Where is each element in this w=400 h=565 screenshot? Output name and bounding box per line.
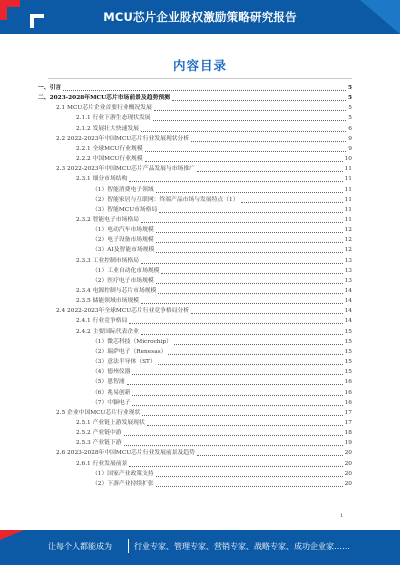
toc-entry-label: 2.3.2 智能电子市场格局 [76, 216, 139, 223]
toc-entry[interactable] [92, 267, 352, 276]
toc-entry[interactable] [92, 378, 352, 387]
footer-slogan-left: 让每个人都能成为 [48, 542, 112, 551]
toc-leader-dots [159, 212, 342, 213]
toc-entry[interactable] [92, 338, 352, 347]
toc-leader-dots [141, 334, 343, 335]
toc-entry-page: 13 [344, 257, 352, 264]
toc-entry[interactable] [92, 399, 352, 408]
toc-entry-label: （5）恩智浦 [92, 379, 125, 386]
toc-entry-label: 2.5.1 产业链上游发展现状 [76, 419, 145, 426]
toc-entry-page: 11 [344, 196, 352, 203]
toc-entry[interactable] [76, 328, 352, 337]
toc-entry[interactable] [76, 155, 352, 164]
footer-red-accent [0, 530, 24, 540]
toc-leader-dots [156, 242, 343, 243]
toc-entry[interactable] [92, 470, 352, 479]
toc-leader-dots [129, 323, 342, 324]
title-divider [48, 78, 352, 79]
toc-entry-label: 2.5 企业中国MCU芯片行业现状 [56, 409, 141, 416]
toc-entry[interactable] [92, 358, 352, 367]
toc-entry[interactable] [76, 439, 352, 448]
toc-leader-dots [172, 100, 346, 101]
toc-leader-dots [154, 110, 346, 111]
toc-entry-page: 11 [344, 216, 352, 223]
toc-entry-label: 2.3 2022-2023年中国MCU芯片产品发展与市场推广 [56, 166, 195, 173]
toc-leader-dots [129, 181, 342, 182]
toc-leader-dots [145, 151, 347, 152]
toc-leader-dots [161, 273, 342, 274]
toc-leader-dots [124, 435, 343, 436]
toc-entry-page: 5 [348, 105, 352, 112]
toc-entry-page: 14 [344, 288, 352, 294]
toc-leader-dots [129, 466, 342, 467]
toc-leader-dots [156, 283, 343, 284]
toc-entry-label: 2.1.2 发展壮大快速发展 [76, 125, 139, 132]
toc-entry-label: 一、引言 [38, 85, 62, 91]
toc-entry[interactable] [76, 429, 352, 438]
toc-entry-label: （6）兆易创新 [92, 389, 131, 396]
toc-leader-dots [156, 192, 343, 193]
toc-entry-page: 5 [348, 115, 352, 122]
toc-leader-dots [124, 445, 343, 446]
toc-entry-label: （2）电子设备市场规模 [92, 237, 154, 244]
toc-entry[interactable] [38, 94, 352, 103]
toc-title: 内容目录 [172, 58, 227, 73]
toc-entry-label: 2.3.1 细分市场结构 [76, 176, 128, 183]
toc-entry-page: 15 [344, 369, 352, 376]
toc-entry[interactable] [92, 389, 352, 398]
toc-entry[interactable] [92, 368, 352, 377]
report-title: MCU芯片企业股权激励策略研究报告 [103, 10, 297, 24]
toc-entry-page: 17 [344, 409, 352, 416]
toc-entry-label: （3）AI及智能市场规模 [92, 247, 155, 254]
toc-leader-dots [141, 263, 343, 264]
toc-entry[interactable] [76, 419, 352, 428]
toc-entry[interactable] [56, 409, 352, 418]
toc-entry-page: 14 [344, 318, 352, 325]
toc-entry-label: （1）智能消费电子领域 [92, 186, 154, 193]
toc-entry-page: 6 [348, 125, 352, 132]
toc-entry-page: 16 [344, 399, 352, 406]
toc-entry-page: 16 [344, 389, 352, 396]
toc-entry[interactable] [56, 135, 352, 144]
toc-leader-dots [153, 120, 347, 121]
toc-leader-dots [63, 90, 346, 91]
toc-entry-page: 12 [344, 227, 352, 234]
page-footer [0, 530, 400, 565]
toc-entry[interactable] [76, 317, 352, 326]
footer-slogan-right: 行业专家、管理专家、营销专家、战略专家、成功企业家…… [134, 542, 350, 551]
toc-entry-page: 11 [344, 206, 352, 213]
toc-entry-label: 2.3.3 工业控制市场格局 [76, 257, 139, 264]
toc-entry[interactable] [38, 84, 352, 93]
toc-entry-page: 18 [344, 430, 352, 437]
page-number: 1 [340, 513, 344, 519]
toc-entry-page: 9 [348, 135, 352, 142]
toc-entry-page: 11 [344, 166, 352, 173]
toc-entry[interactable] [92, 348, 352, 357]
toc-leader-dots [127, 384, 343, 385]
toc-entry-label: （1）工业自动化市场规模 [92, 267, 160, 274]
toc-entry-page: 15 [344, 348, 352, 355]
toc-leader-dots [168, 354, 342, 355]
toc-leader-dots [174, 344, 343, 345]
toc-leader-dots [197, 171, 343, 172]
toc-entry[interactable] [92, 246, 352, 255]
toc-entry-label: 2.4.1 行业竞争格局 [76, 318, 128, 325]
toc-leader-dots [197, 455, 343, 456]
toc-leader-dots [142, 415, 342, 416]
toc-entry-page: 12 [344, 237, 352, 244]
toc-entry[interactable] [76, 145, 352, 154]
toc-leader-dots [156, 476, 343, 477]
toc-entry[interactable] [56, 165, 352, 174]
toc-entry-label: 2.1 MCU芯片企业首要行业概况发展 [56, 105, 152, 112]
toc-leader-dots [147, 425, 343, 426]
toc-entry-label: 2.4.2 主要国际代表企业 [76, 328, 139, 335]
toc-entry[interactable] [92, 277, 352, 286]
toc-leader-dots [156, 232, 343, 233]
toc-entry-page: 15 [344, 359, 352, 366]
toc-entry[interactable] [76, 216, 352, 225]
toc-leader-dots [158, 293, 342, 294]
toc-entry[interactable] [76, 114, 352, 123]
toc-entry-label: 2.6 2023-2028年中国MCU芯片行业发展前景及趋势 [56, 450, 195, 457]
toc-leader-dots [156, 486, 343, 487]
toc-entry-page: 20 [344, 480, 352, 487]
toc-entry-label: （2）下游产业持续扩张 [92, 480, 154, 487]
toc-entry[interactable] [92, 226, 352, 235]
toc-entry-page: 15 [344, 338, 352, 345]
toc-entry-page: 11 [344, 176, 352, 183]
toc-entry-label: 2.3.4 电源控制与芯片市场规模 [76, 288, 157, 294]
toc-entry[interactable] [76, 175, 352, 184]
toc-leader-dots [158, 364, 343, 365]
toc-entry-label: 2.6.1 行业发展前景 [76, 460, 128, 467]
toc-entry-label: （7）中颖电子 [92, 399, 131, 406]
footer-divider [128, 539, 129, 553]
toc-entry[interactable] [76, 125, 352, 134]
toc-entry[interactable] [92, 480, 352, 489]
toc-leader-dots [191, 313, 342, 314]
toc-entry[interactable] [76, 287, 352, 296]
toc-entry-page: 11 [344, 186, 352, 193]
toc-entry[interactable] [92, 196, 352, 205]
toc-entry[interactable] [76, 460, 352, 469]
toc-entry-page: 14 [344, 298, 352, 305]
toc-entry[interactable] [56, 449, 352, 458]
toc-entry-page: 16 [344, 379, 352, 386]
toc-entry[interactable] [92, 186, 352, 195]
toc-entry-label: 二、2023-2028年MCU芯片市场前景及趋势预测 [38, 95, 170, 102]
toc-entry-page: 13 [344, 267, 352, 274]
toc-entry[interactable] [92, 206, 352, 215]
toc-entry-page: 13 [344, 277, 352, 284]
toc-leader-dots [132, 405, 342, 406]
toc-entry[interactable] [56, 104, 352, 113]
toc-entry-page: 12 [344, 247, 352, 254]
toc-entry-label: 2.1.1 行业下游生态现状发展 [76, 115, 151, 122]
toc-leader-dots [191, 141, 346, 142]
toc-leader-dots [141, 303, 343, 304]
toc-entry-label: 2.5.3 产业链下游 [76, 440, 122, 447]
toc-entry-label: （2）瑞萨电子（Renesas） [92, 348, 167, 355]
toc-leader-dots [141, 131, 346, 132]
toc-entry[interactable] [76, 297, 352, 306]
toc-entry-label: （2）智能家居与互联网：终端产品市场与发展特点（1） [92, 196, 239, 203]
toc-entry-page: 9 [348, 145, 352, 152]
toc-entry-label: （3）智能MCU市场格局 [92, 206, 158, 213]
toc-entry-label: 2.4 2022-2023年全球MCU芯片行业竞争格局分析 [56, 308, 190, 315]
toc-entry-page: 14 [344, 308, 352, 315]
toc-entry-label: 2.2.1 全球MCU行业规模 [76, 145, 143, 152]
toc-entry-page: 20 [344, 470, 352, 477]
toc-entry-page: 19 [344, 440, 352, 447]
toc-entry-label: （1）国家产业政策支持 [92, 470, 154, 477]
toc-entry[interactable] [56, 307, 352, 316]
toc-entry-label: 2.2.2 中国MCU行业规模 [76, 156, 143, 163]
toc-leader-dots [241, 202, 343, 203]
toc-entry-page: 5 [347, 85, 352, 91]
toc-entry-label: （1）微芯科技（Microchip） [92, 338, 172, 345]
toc-entry[interactable] [76, 257, 352, 266]
toc-entry-label: （1）电动汽车市场规模 [92, 227, 154, 234]
toc-entry-page: 20 [344, 450, 352, 457]
toc-entry-label: （4）德州仪器 [92, 369, 131, 376]
toc-leader-dots [141, 222, 343, 223]
toc-leader-dots [156, 252, 342, 253]
toc-entry-page: 10 [344, 156, 352, 163]
toc-entry-label: 2.3.5 储能领域市场规模 [76, 298, 139, 305]
toc-entry-label: 2.2 2022-2023年中国MCU芯片行业发展现状分析 [56, 135, 190, 142]
toc-leader-dots [132, 395, 342, 396]
toc-leader-dots [132, 374, 342, 375]
toc-entry-page: 15 [344, 328, 352, 335]
page-header [0, 0, 400, 34]
toc-entry-page: 17 [344, 419, 352, 426]
toc-leader-dots [145, 161, 343, 162]
toc-entry-page: 20 [344, 460, 352, 467]
toc-entry-page: 5 [347, 95, 352, 102]
toc-entry[interactable] [92, 236, 352, 245]
toc-entry-label: 2.5.2 产业链中游 [76, 430, 122, 437]
toc-entry-label: （3）意法半导体（ST） [92, 359, 156, 366]
toc-entry-label: （2）医疗电子市场规模 [92, 277, 154, 284]
